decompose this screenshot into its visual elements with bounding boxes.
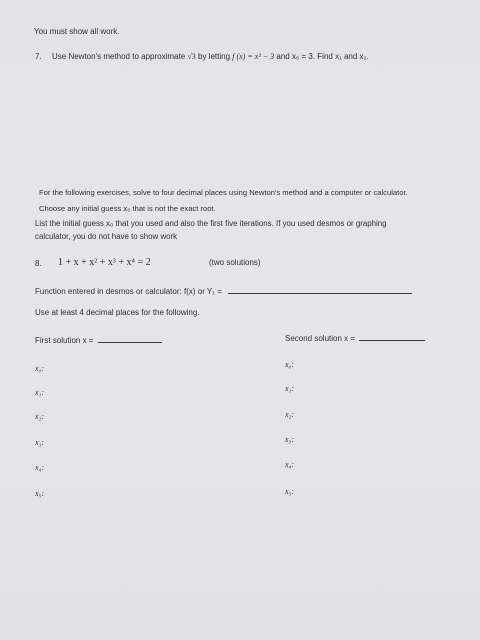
instruction-line-1: For the following exercises, solve to four decimal places using Newton's method and a computer or calculator.: [39, 188, 408, 197]
problem-7-text-b: by letting: [198, 52, 231, 61]
two-solutions-note: (two solutions): [209, 258, 261, 267]
first-iteration-x3: x₃:: [35, 438, 44, 447]
decimal-places-note: Use at least 4 decimal places for the following.: [35, 308, 200, 317]
problem-7-function: f (x) = x² − 3: [232, 52, 275, 61]
function-entry-blank[interactable]: [228, 285, 412, 294]
first-iteration-x2: x₂:: [35, 412, 44, 421]
instruction-header: You must show all work.: [34, 27, 120, 36]
second-iteration-x0: x₀:: [285, 360, 294, 369]
instruction-line-3: List the initial guess x₀ that you used and also the first five iterations. If you used desmos or graphing: [35, 219, 387, 228]
second-solution-row: [285, 332, 425, 344]
instruction-line-4: calculator, you do not have to show work: [35, 232, 178, 241]
first-iteration-x1: x₁:: [35, 388, 44, 397]
problem-7-statement: [52, 52, 369, 62]
function-prompt-row: [35, 285, 412, 297]
problem-7-text-a: Use Newton's method to approximate: [52, 52, 186, 61]
first-solution-row: [35, 334, 162, 346]
second-iteration-x1: x₁:: [285, 384, 294, 393]
problem-8-equation: 1 + x + x² + x³ + x⁴ = 2: [58, 257, 151, 268]
first-iteration-x4: x₄:: [35, 463, 44, 472]
second-iteration-x5: x₅:: [285, 487, 294, 496]
first-solution-blank[interactable]: [98, 334, 162, 343]
problem-7-text-c: and x₀ = 3. Find x₁ and x₂.: [276, 52, 369, 61]
problem-7-number: 7.: [35, 52, 42, 61]
second-iteration-x4: x₄:: [285, 460, 294, 469]
function-prompt: Function entered in desmos or calculator: f(x) or Y₁ =: [35, 287, 222, 296]
problem-8-number: 8.: [35, 259, 42, 268]
second-iteration-x3: x₃:: [285, 435, 294, 444]
first-iteration-x0: x₀:: [35, 364, 44, 373]
second-iteration-x2: x₂:: [285, 410, 294, 419]
first-solution-label: First solution x =: [35, 336, 94, 345]
second-solution-blank[interactable]: [359, 332, 425, 341]
problem-7-radical: √3: [187, 52, 196, 61]
first-iteration-x5: x₅:: [35, 489, 44, 498]
instruction-line-2: Choose any initial guess x₀ that is not the exact root.: [39, 204, 216, 213]
second-solution-label: Second solution x =: [285, 334, 356, 343]
